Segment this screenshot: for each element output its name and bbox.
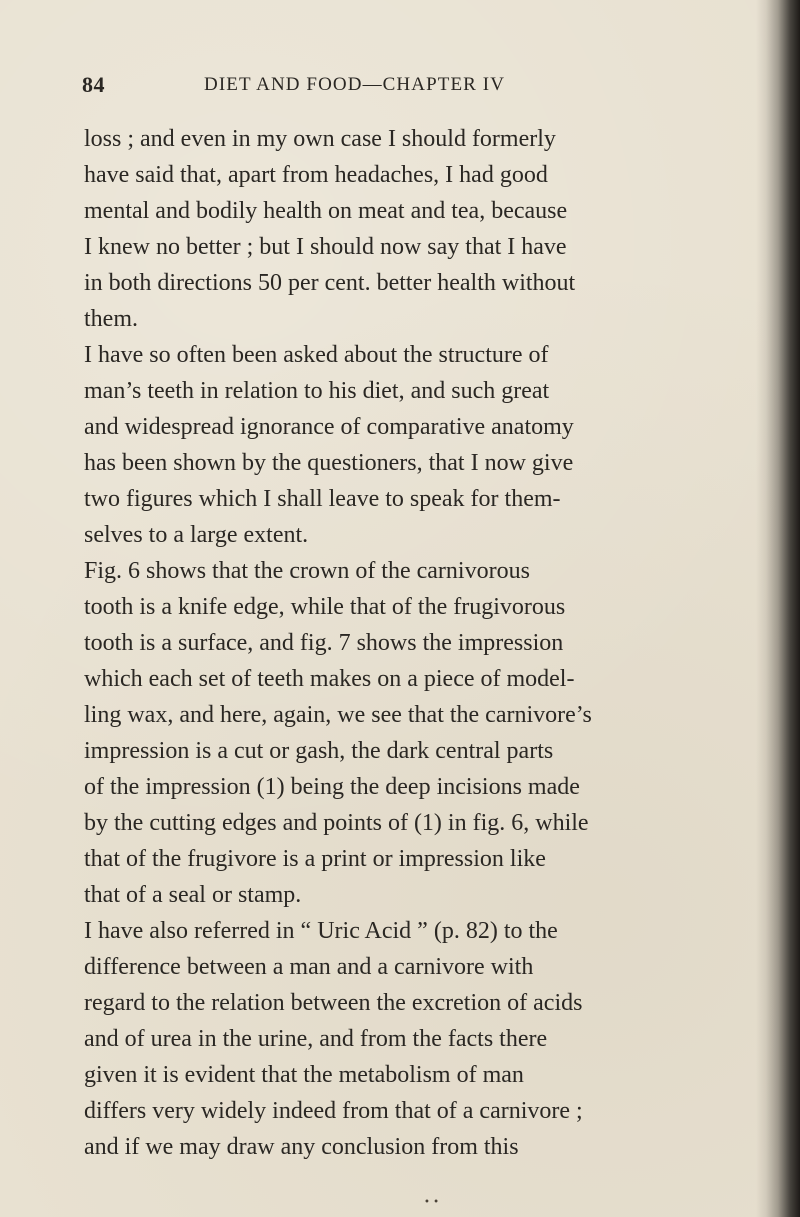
- text-line: and of urea in the urine, and from the facts there: [84, 1026, 548, 1052]
- text-line: have said that, apart from headaches, I had good: [84, 162, 548, 188]
- text-line: loss ; and even in my own case I should formerly: [84, 126, 556, 152]
- text-line: I have so often been asked about the structure of: [84, 342, 549, 368]
- text-line: by the cutting edges and points of (1) in fig. 6, while: [84, 810, 589, 836]
- text-line: Fig. 6 shows that the crown of the carnivorous: [84, 558, 530, 584]
- text-line: that of a seal or stamp.: [84, 882, 302, 908]
- text-line: selves to a large extent.: [84, 522, 309, 548]
- text-line: regard to the relation between the excretion of acids: [84, 990, 583, 1016]
- text-line: which each set of teeth makes on a piece of model-: [84, 666, 575, 692]
- text-line: them.: [84, 306, 138, 332]
- footer-mark: • •: [424, 1197, 439, 1208]
- text-line: given it is evident that the metabolism of man: [84, 1062, 524, 1088]
- text-line: difference between a man and a carnivore with: [84, 954, 534, 980]
- page-text: [84, 121, 710, 1165]
- text-line: tooth is a surface, and fig. 7 shows the impression: [84, 630, 564, 656]
- running-head: [82, 72, 702, 108]
- text-line: I have also referred in “ Uric Acid ” (p. 82) to the: [84, 918, 558, 944]
- text-line: I knew no better ; but I should now say that I have: [84, 234, 567, 260]
- text-line: man’s teeth in relation to his diet, and such great: [84, 378, 550, 404]
- text-line: mental and bodily health on meat and tea, because: [84, 198, 568, 224]
- text-line: tooth is a knife edge, while that of the frugivorous: [84, 594, 566, 620]
- text-line: ling wax, and here, again, we see that the carnivore’s: [84, 702, 592, 728]
- text-line: in both directions 50 per cent. better health without: [84, 270, 576, 296]
- chapter-heading: DIET AND FOOD—CHAPTER IV: [204, 74, 506, 95]
- text-line: has been shown by the questioners, that I now give: [84, 450, 574, 476]
- text-line: and widespread ignorance of comparative anatomy: [84, 414, 574, 440]
- page-binding-edge: [756, 0, 800, 1217]
- text-line: impression is a cut or gash, the dark central parts: [84, 738, 554, 764]
- page-number: 84: [82, 72, 105, 97]
- text-line: that of the frugivore is a print or impression like: [84, 846, 546, 872]
- text-line: two figures which I shall leave to speak for them-: [84, 486, 561, 512]
- text-line: and if we may draw any conclusion from this: [84, 1134, 519, 1160]
- text-line: of the impression (1) being the deep incisions made: [84, 774, 580, 800]
- text-line: differs very widely indeed from that of a carnivore ;: [84, 1098, 583, 1124]
